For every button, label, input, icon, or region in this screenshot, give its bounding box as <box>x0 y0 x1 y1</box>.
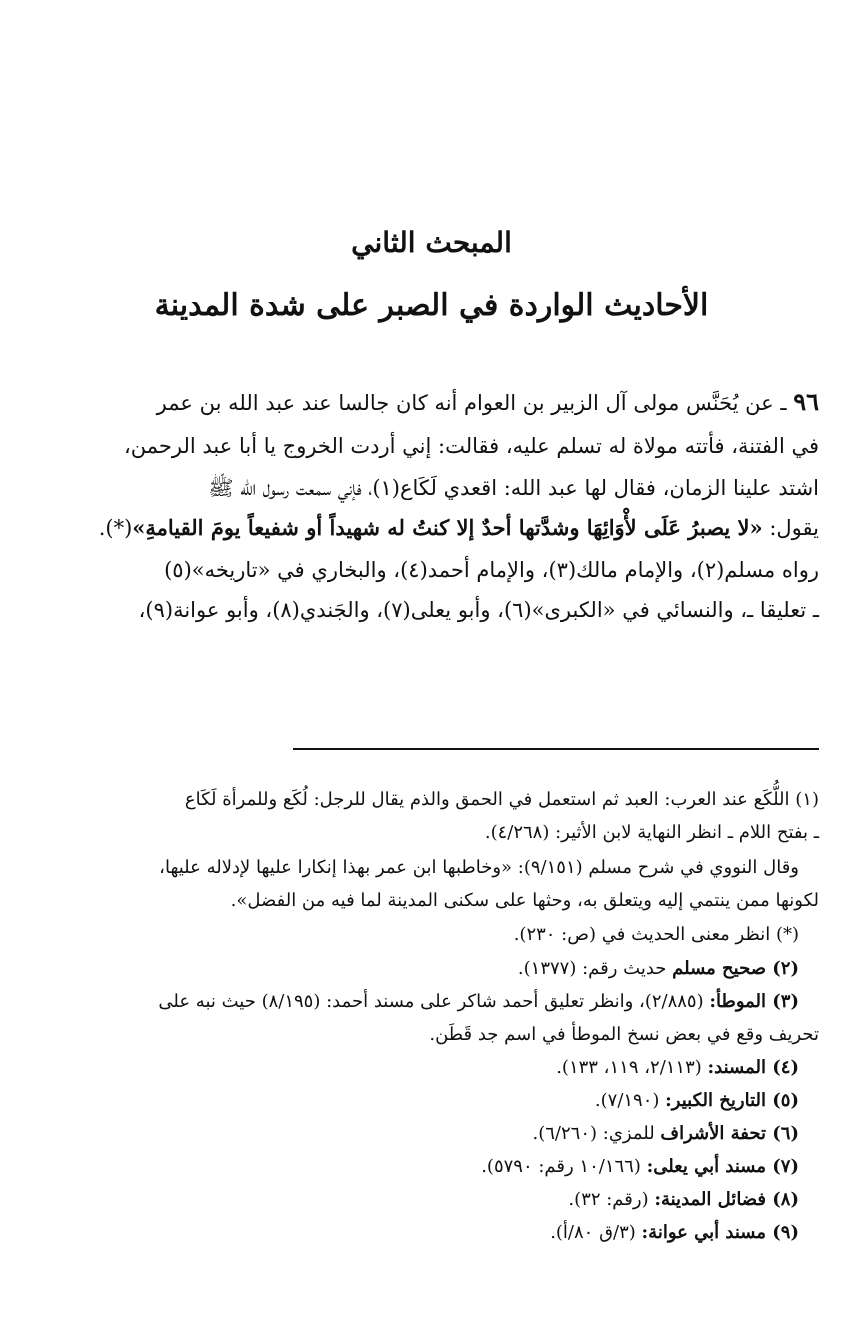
footnote-9 <box>39 1218 799 1248</box>
hadith-line-1 <box>39 384 819 421</box>
hadith-line-4 <box>39 510 819 546</box>
footnote-3-label: (٣) الموطأ: <box>709 991 799 1012</box>
footnote-3b: تحريف وقع في بعض نسخ الموطأ في اسم جد قَطَن. <box>429 1024 819 1045</box>
hadith-line-4-suffix: (*). <box>98 516 133 540</box>
section-heading: المبحث الثاني <box>351 226 512 259</box>
footnote-6-label: (٦) تحفة الأشراف <box>660 1123 799 1144</box>
footnote-7-text: (١٠/١٦٦ رقم: ٥٧٩٠). <box>481 1156 647 1177</box>
footnote-star: (*) انظر معنى الحديث في (ص: ٢٣٠). <box>513 924 799 945</box>
footnote-9-text: (٣/ق ٨٠/أ). <box>550 1222 642 1243</box>
narration-line-1: رواه مسلم(٢)، والإمام مالك(٣)، والإمام أحمد(٤)، والبخاري في «تاريخه»(٥) <box>164 558 819 582</box>
footnote-3-text-a: (٢/٨٨٥)، وانظر تعليق أحمد شاكر على مسند أحمد: (٨/١٩٥) حيث نبه على <box>158 991 710 1012</box>
footnote-2 <box>39 954 799 984</box>
footnote-7 <box>39 1152 799 1182</box>
footnote-nawawi-a: وقال النووي في شرح مسلم (٩/١٥١): «وخاطبها ابن عمر بهذا إنكارا عليها لإدلاله عليها، <box>159 857 799 878</box>
narration-line-2: ـ تعليقا ـ، والنسائي في «الكبرى»(٦)، وأبو يعلى(٧)، والجَندي(٨)، وأبو عوانة(٩)، <box>138 598 819 622</box>
hadith-text-1: ـ عن يُحَنَّس مولى آل الزبير بن العوام أنه كان جالسا عند عبد الله بن عمر <box>156 391 787 415</box>
footnote-6-text: للمزي: (٦/٢٦٠). <box>532 1123 661 1144</box>
footnote-5-label: (٥) التاريخ الكبير: <box>665 1090 799 1111</box>
footnote-5-text: (٧/١٩٠). <box>594 1090 666 1111</box>
prophetic-saying: «لا يصبرُ عَلَى لأْوَائِهَا وشدَّتها أحدٌ إلا كنتُ له شهيداً أو شفيعاً يومَ القيامةِ» <box>132 515 763 540</box>
hadith-line-2: في الفتنة، فأتته مولاة له تسلم عليه، فقالت: إني أردت الخروج يا أبا عبد الرحمن، <box>124 434 819 458</box>
footnote-6 <box>39 1119 799 1149</box>
footnote-2-label: (٢) صحيح مسلم <box>672 958 799 979</box>
section-title: الأحاديث الواردة في الصبر على شدة المدينة <box>154 288 709 323</box>
hadith-line-3: اشتد علينا الزمان، فقال لها عبد الله: اقعدي لَكَاع(١)، فإني سمعت رسول الله ﷺ <box>208 476 819 500</box>
hadith-line-4-prefix: يقول: <box>762 516 819 540</box>
footnote-nawawi-b: لكونها ممن ينتمي إليه ويتعلق به، وحثها على سكنى المدينة لما فيه من الفضل». <box>230 890 819 911</box>
footnote-3a <box>39 987 799 1017</box>
footnote-separator <box>293 748 819 750</box>
footnote-9-label: (٩) مسند أبي عوانة: <box>641 1222 799 1243</box>
footnote-1a: (١) اللُّكَع عند العرب: العبد ثم استعمل في الحمق والذم يقال للرجل: لُكَع وللمرأة لَكَاع <box>184 789 819 810</box>
footnote-7-label: (٧) مسند أبي يعلى: <box>646 1156 799 1177</box>
footnote-8-text: (رقم: ٣٢). <box>568 1189 655 1210</box>
hadith-number: ٩٦ <box>793 387 819 416</box>
footnote-5 <box>39 1086 799 1116</box>
footnote-2-text: حديث رقم: (١٣٧٧). <box>517 958 673 979</box>
footnote-4-text: (٢/١١٣، ١١٩، ١٣٣). <box>556 1057 708 1078</box>
footnote-4 <box>39 1053 799 1083</box>
footnote-8 <box>39 1185 799 1215</box>
footnote-8-label: (٨) فضائل المدينة: <box>654 1189 799 1210</box>
footnote-4-label: (٤) المسند: <box>707 1057 799 1078</box>
footnote-1b: ـ بفتح اللام ـ انظر النهاية لابن الأثير: (٤/٢٦٨). <box>484 822 819 843</box>
